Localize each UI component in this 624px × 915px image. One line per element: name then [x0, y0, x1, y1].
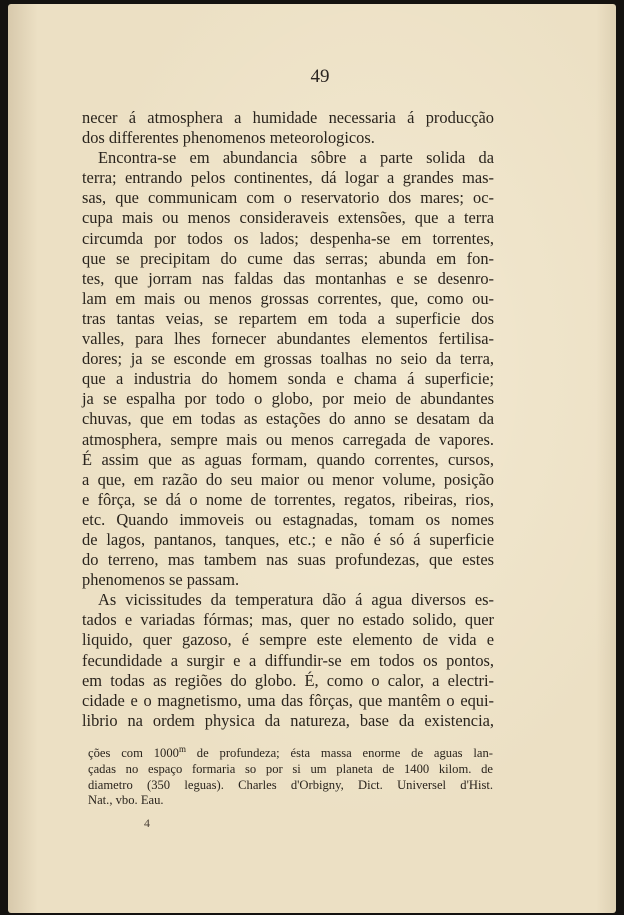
signature-mark: 4: [144, 816, 150, 830]
text-line: sas, que communicam com o reservatorio dos mares; oc-: [82, 188, 494, 208]
text-line: tes, que jorram nas faldas das montanhas e se desenro-: [82, 268, 494, 288]
footnote-superscript: m: [178, 743, 186, 754]
text-line: Encontra-se em abundancia sôbre a parte solida da: [98, 148, 494, 168]
text-line: tras tantas veias, se repartem em toda a superficie dos: [82, 308, 494, 328]
text-line: chuvas, que em todas as estações do anno se desatam da: [82, 409, 494, 429]
text-line: atmosphera, sempre mais ou menos carregada de vapores.: [82, 429, 494, 449]
text-line: a que, em razão do seu maior ou menor volume, posição: [82, 469, 494, 489]
text-line: liquido, quer gazoso, é sempre este elemento de vida e: [82, 630, 494, 650]
footnote: [88, 743, 493, 809]
text-line: É assim que as aguas formam, quando correntes, cursos,: [82, 449, 494, 469]
text-line: e fôrça, se dá o nome de torrentes, regatos, ribeiras, rios,: [82, 489, 494, 509]
text-line: tados e variadas fórmas; mas, quer no estado solido, quer: [82, 610, 494, 630]
text-line: que a industria do homem sonda e chama á superficie;: [82, 369, 494, 389]
page-number: 49: [310, 66, 330, 87]
text-line: dores; ja se esconde em grossas toalhas no seio da terra,: [82, 349, 494, 369]
text-line: em todas as regiões do globo. É, como o calor, a electri-: [82, 670, 494, 690]
body-text: [82, 108, 494, 731]
footnote-line: çadas no espaço formaria so por si um planeta de 1400 kilom. de: [88, 761, 493, 776]
text-line: etc. Quando immoveis ou estagnadas, tomam os nomes: [82, 509, 494, 529]
text-line: que se precipitam do cume das serras; abunda em fon-: [82, 248, 494, 268]
text-line: ja se espalha por todo o globo, por meio de abundantes: [82, 389, 494, 409]
footnote-line: [88, 743, 493, 762]
text-line: As vicissitudes da temperatura dão á agua diversos es-: [98, 590, 494, 610]
text-line: cupa mais ou menos consideraveis extensões, que a terra: [82, 208, 494, 228]
footnote-line: diametro (350 leguas). Charles d'Orbigny, Dict. Universel d'Hist.: [88, 777, 493, 792]
text-line: librio na ordem physica da natureza, base da existencia,: [82, 710, 494, 730]
text-line: necer á atmosphera a humidade necessaria á producção: [82, 108, 494, 127]
text-line: phenomenos se passam.: [82, 570, 240, 590]
text-line: fecundidade a surgir e a diffundir-se em todos os pontos,: [82, 650, 494, 670]
book-page: [8, 4, 616, 913]
text-line: circumda por todos os lados; despenha-se em torrentes,: [82, 228, 494, 248]
text-line: do terreno, mas tambem nas suas profundezas, que estes: [82, 550, 494, 570]
text-line: valles, para lhes fornecer abundantes elementos fertilisa-: [82, 329, 494, 349]
footnote-text: de profundeza; ésta massa enorme de aguas lan-: [185, 746, 493, 760]
text-line: dos differentes phenomenos meteorologicos.: [82, 128, 375, 148]
text-line: cidade e o magnetismo, uma das fôrças, que mantêm o equi-: [82, 690, 494, 710]
text-line: terra; entrando pelos continentes, dá logar a grandes mas-: [82, 168, 494, 188]
footnote-line: Nat., vbo. Eau.: [88, 793, 164, 808]
text-line: de lagos, pantanos, tanques, etc.; e não é só á superficie: [82, 529, 494, 549]
footnote-text: ções com 1000: [88, 746, 179, 760]
text-line: lam em mais ou menos grossas correntes, que, como ou-: [82, 288, 494, 308]
